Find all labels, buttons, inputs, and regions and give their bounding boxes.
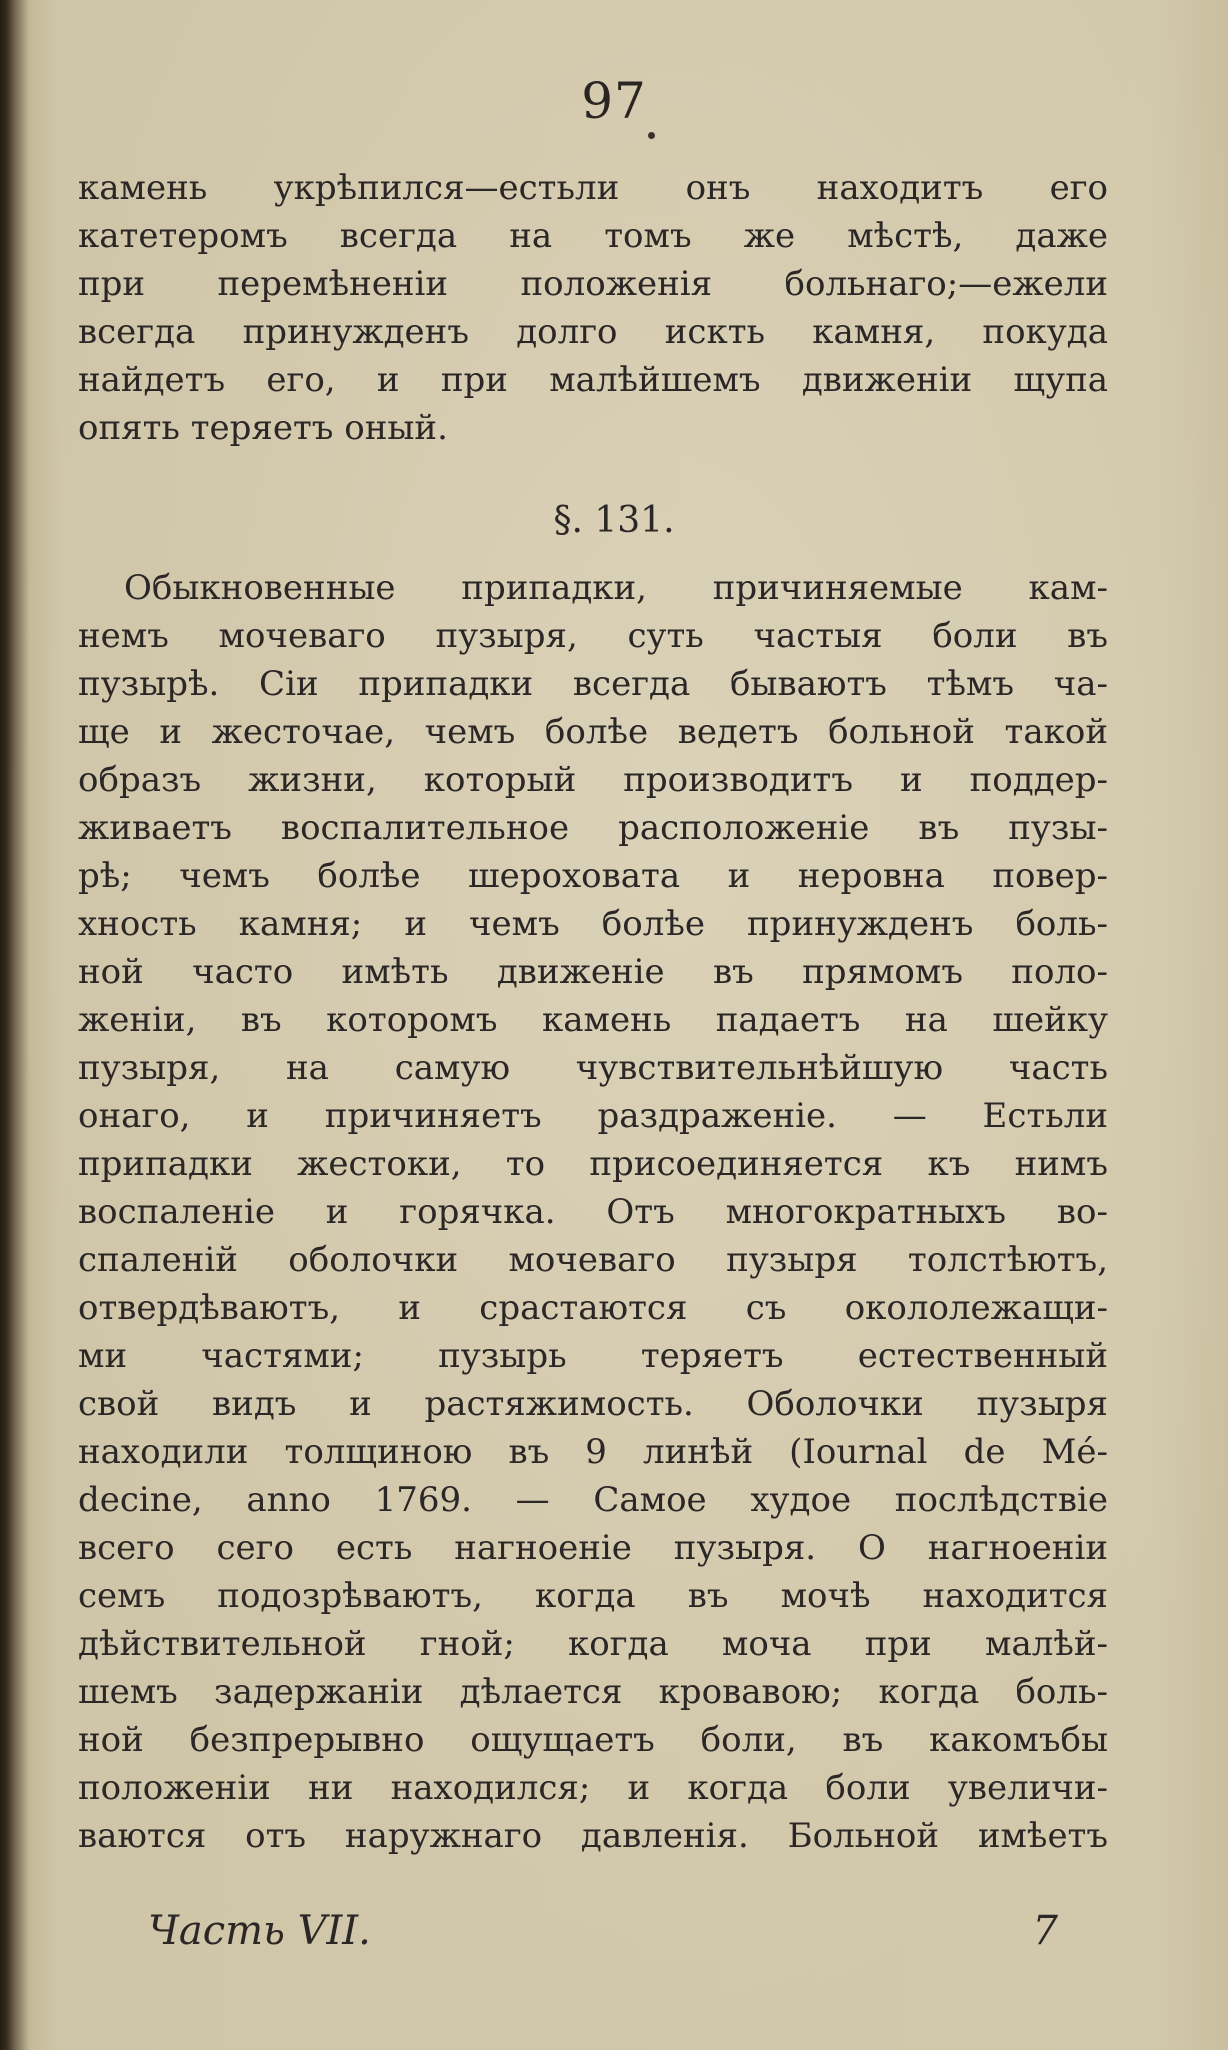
text-line: припадки жестоки, то присоединяется къ нимъ: [78, 1144, 1108, 1184]
signature-label: Часть VII.: [148, 1908, 371, 1954]
text-line: найдетъ его, и при малѣйшемъ движеніи щупа: [78, 360, 1108, 400]
ink-speck: [648, 132, 655, 139]
text-line: образъ жизни, который производитъ и поддер-: [78, 760, 1108, 800]
text-line: при перемѣненіи положенія больнаго;—ежели: [78, 264, 1108, 304]
text-line: положеніи ни находился; и когда боли увеличи-: [78, 1768, 1108, 1808]
main-paragraph: [78, 564, 1108, 1860]
text-line: всего сего есть нагноеніе пузыря. О нагноеніи: [78, 1528, 1108, 1568]
text-line: ми частями; пузырь теряетъ естественный: [78, 1336, 1108, 1376]
text-line: живаетъ воспалительное расположеніе въ пузы-: [78, 808, 1108, 848]
text-line: дѣйствительной гной; когда моча при малѣй-: [78, 1624, 1108, 1664]
text-line: опять теряетъ оный.: [78, 408, 448, 448]
page-number: 97: [581, 72, 647, 130]
text-line: ще и жесточае, чемъ болѣе ведетъ больной такой: [78, 712, 1108, 752]
top-paragraph: [78, 164, 1108, 452]
text-line: камень укрѣпился—естьли онъ находитъ его: [78, 168, 1108, 208]
text-line: находили толщиною въ 9 линѣй (Iournal de Mé-: [78, 1432, 1108, 1472]
text-line: пузырѣ. Сіи припадки всегда бываютъ тѣмъ ча-: [78, 664, 1108, 704]
text-line: свой видъ и растяжимость. Оболочки пузыря: [78, 1384, 1108, 1424]
text-line: всегда принужденъ долго искть камня, покуда: [78, 312, 1108, 352]
text-line: семъ подозрѣваютъ, когда въ мочѣ находится: [78, 1576, 1108, 1616]
spine-shadow: [0, 0, 30, 2050]
text-line: ваются отъ наружнаго давленія. Больной имѣетъ: [78, 1816, 1108, 1856]
signature-mark: 7: [1032, 1908, 1058, 1954]
section-heading: §. 131.: [553, 500, 675, 541]
text-line: онаго, и причиняетъ раздраженіе. — Естьли: [78, 1096, 1108, 1136]
text-line: катетеромъ всегда на томъ же мѣстѣ, даже: [78, 216, 1108, 256]
text-line: женіи, въ которомъ камень падаетъ на шейку: [78, 1000, 1108, 1040]
text-line: ной часто имѣть движеніе въ прямомъ поло-: [78, 952, 1108, 992]
text-line: отвердѣваютъ, и срастаются съ окололежащи-: [78, 1288, 1108, 1328]
text-line: decine, anno 1769. — Самое худое послѣдствіе: [78, 1480, 1108, 1520]
text-line: Обыкновенные припадки, причиняемые кам-: [124, 568, 1108, 608]
text-line: пузыря, на самую чувствительнѣйшую часть: [78, 1048, 1108, 1088]
text-line: рѣ; чемъ болѣе шероховата и неровна повер-: [78, 856, 1108, 896]
text-line: немъ мочеваго пузыря, суть частыя боли въ: [78, 616, 1108, 656]
text-line: спаленій оболочки мочеваго пузыря толстѣютъ,: [78, 1240, 1108, 1280]
text-line: ной безпрерывно ощущаетъ боли, въ какомъбы: [78, 1720, 1108, 1760]
text-line: шемъ задержаніи дѣлается кровавою; когда боль-: [78, 1672, 1108, 1712]
text-line: воспаленіе и горячка. Отъ многократныхъ во-: [78, 1192, 1108, 1232]
text-line: хность камня; и чемъ болѣе принужденъ боль-: [78, 904, 1108, 944]
